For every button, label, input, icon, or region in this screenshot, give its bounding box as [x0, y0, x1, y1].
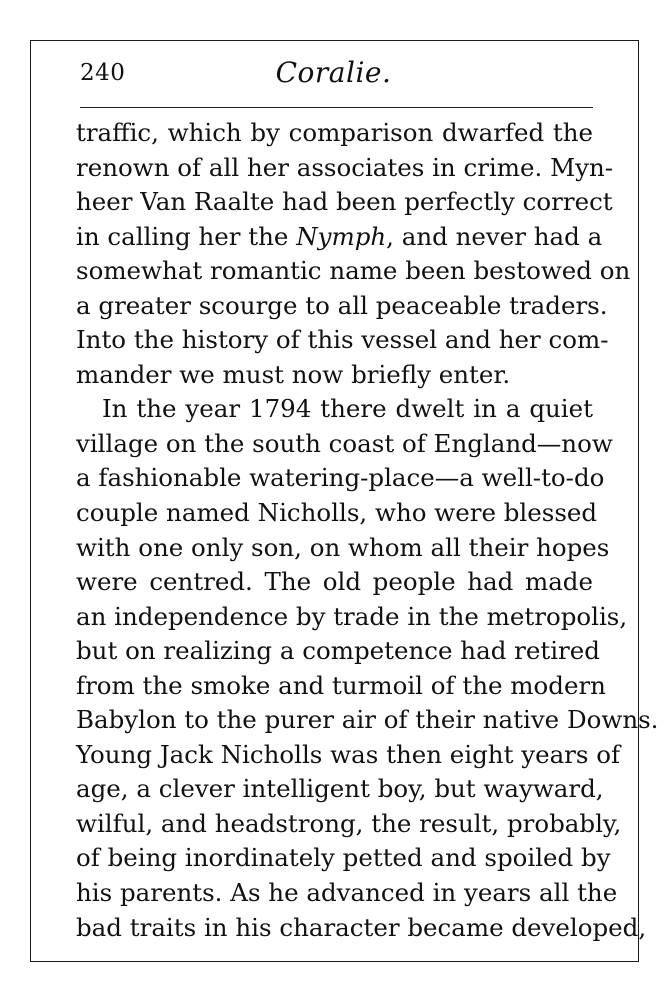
text-line: a fashionable watering-place—a well-to-do	[76, 463, 605, 493]
text-line: traffic, which by comparison dwarfed the	[76, 118, 593, 147]
text-line: a greater scourge to all peaceable traders.	[76, 290, 608, 320]
text-line: an independence by trade in the metropolis,	[76, 601, 628, 631]
text-line: mander we must now briefly enter.	[76, 359, 511, 389]
text-line: couple named Nicholls, who were blessed	[76, 498, 598, 528]
text-line: age, a clever intelligent boy, but wayward,	[76, 774, 604, 804]
body-text	[76, 116, 659, 945]
text-line: Young Jack Nicholls was then eight years of	[76, 739, 621, 769]
text-line: Into the history of this vessel and her com-	[76, 325, 609, 355]
text-line: bad traits in his character became developed,	[76, 912, 647, 942]
text-line: but on realizing a competence had retired	[76, 636, 600, 666]
text-line: of being inordinately petted and spoiled by	[76, 843, 611, 873]
header-rule	[80, 107, 593, 108]
text-line: heer Van Raalte had been perfectly correct	[76, 187, 613, 217]
running-title: Coralie.	[275, 56, 392, 89]
text-line: Babylon to the purer air of their native Downs.	[76, 705, 659, 735]
text-line: from the smoke and turmoil of the modern	[76, 670, 606, 700]
text-line: with one only son, on whom all their hopes	[76, 532, 610, 562]
text-line: renown of all her associates in crime. Myn-	[76, 152, 614, 182]
text-line: wilful, and headstrong, the result, probably,	[76, 808, 622, 838]
ship-name-italic: Nymph	[296, 221, 387, 251]
text-line: somewhat romantic name been bestowed on	[76, 256, 631, 286]
text-line	[76, 220, 603, 255]
text-line: In the year 1794 there dwelt in a quiet	[102, 394, 593, 424]
text-line: village on the south coast of England—now	[76, 428, 613, 458]
page-number: 240	[80, 60, 126, 86]
text-line: were centred. The old people had made	[76, 567, 593, 597]
text-line: his parents. As he advanced in years all the	[76, 878, 618, 908]
text-segment: in calling her the	[76, 221, 297, 251]
text-segment: , and never had a	[386, 221, 603, 251]
